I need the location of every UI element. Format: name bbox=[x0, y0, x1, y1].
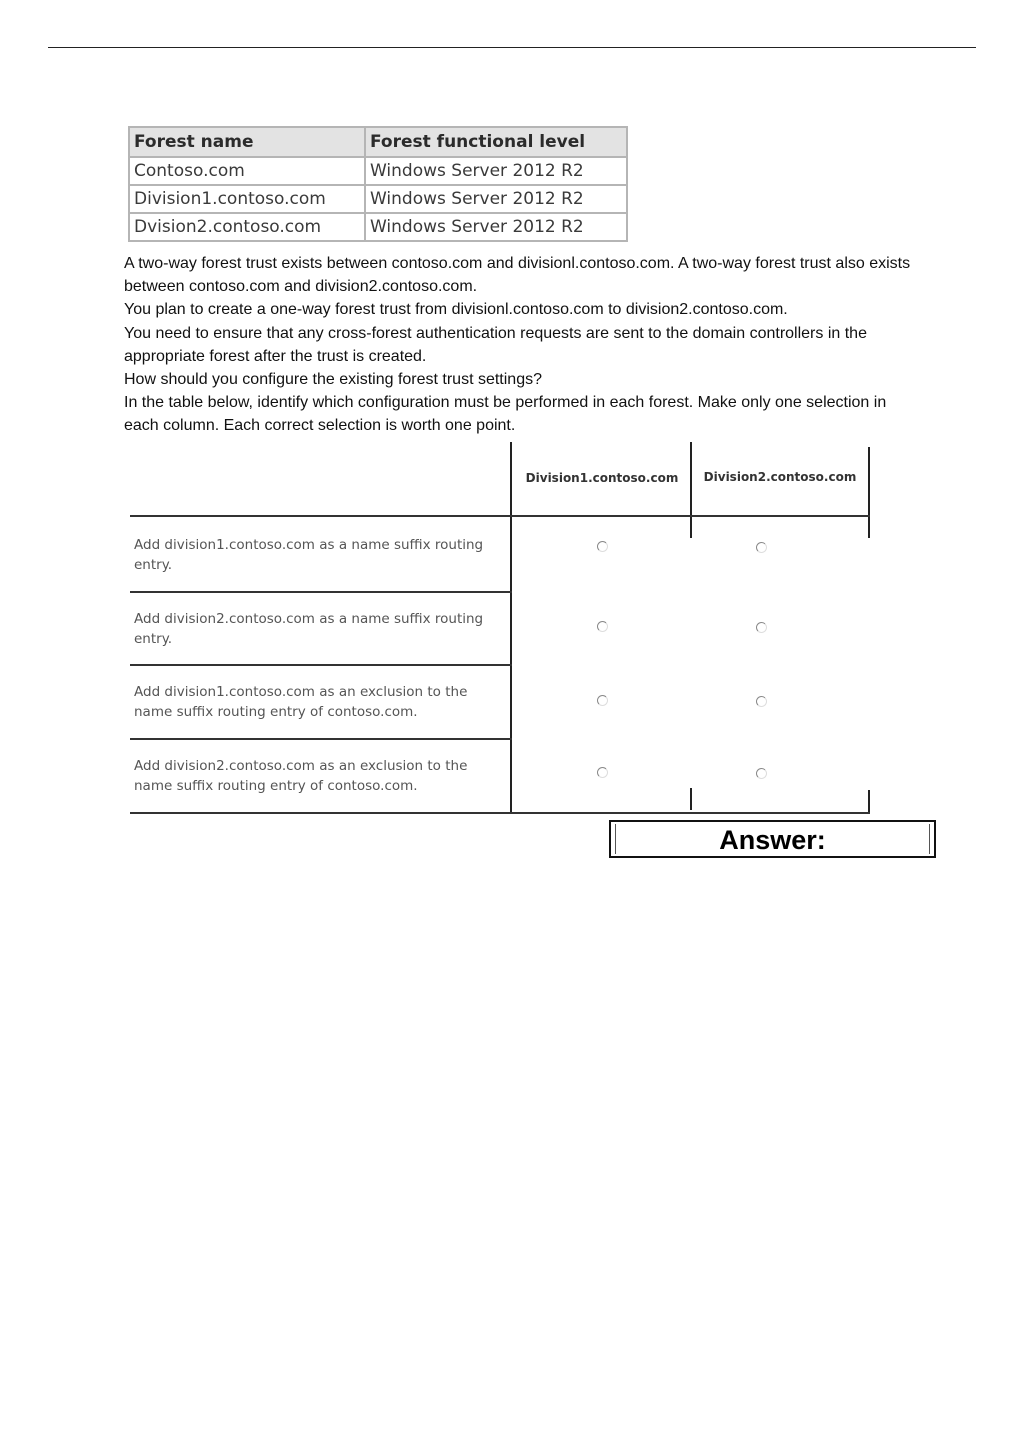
row-label: Add division1.contoso.com as a name suffix routing entry. bbox=[134, 537, 484, 573]
column-header-division1: Division1.contoso.com bbox=[525, 471, 679, 485]
grid-divider bbox=[868, 790, 870, 814]
answer-box bbox=[609, 820, 936, 858]
question-paragraph: A two-way forest trust exists between contoso.com and divisionl.contoso.com. A two-way forest trust also exists between contoso.com and division2.contoso.com. bbox=[124, 255, 911, 296]
forest-name-header: Forest name bbox=[129, 127, 365, 157]
table-row bbox=[129, 157, 627, 185]
forest-table bbox=[128, 126, 628, 242]
grid-divider bbox=[690, 442, 692, 538]
radio-row2-division2[interactable] bbox=[756, 622, 767, 633]
forest-table-header-row bbox=[129, 127, 627, 157]
grid-rule bbox=[130, 515, 870, 517]
grid-divider bbox=[690, 788, 692, 810]
table-row bbox=[129, 185, 627, 213]
grid-divider bbox=[868, 447, 870, 538]
radio-row1-division2[interactable] bbox=[756, 542, 767, 553]
radio-row2-division1[interactable] bbox=[597, 621, 608, 632]
radio-row4-division1[interactable] bbox=[597, 767, 608, 778]
grid-divider bbox=[510, 442, 512, 814]
radio-row3-division2[interactable] bbox=[756, 696, 767, 707]
answer-label: Answer: bbox=[719, 825, 826, 855]
forest-level-cell: Windows Server 2012 R2 bbox=[365, 157, 627, 185]
radio-row4-division2[interactable] bbox=[756, 768, 767, 779]
forest-level-cell: Windows Server 2012 R2 bbox=[365, 185, 627, 213]
selection-grid bbox=[130, 442, 875, 818]
question-paragraph: You plan to create a one-way forest trust from divisionl.contoso.com to division2.contoso.com. bbox=[124, 301, 788, 319]
grid-rule bbox=[130, 664, 512, 666]
grid-rule bbox=[130, 738, 512, 740]
table-row bbox=[129, 213, 627, 241]
question-paragraph: How should you configure the existing forest trust settings? bbox=[124, 371, 542, 389]
radio-row1-division1[interactable] bbox=[597, 541, 608, 552]
grid-rule bbox=[130, 812, 870, 814]
grid-rule bbox=[130, 591, 512, 593]
question-paragraph: In the table below, identify which configuration must be performed in each forest. Make only one selection in each column. Each correct selection is worth one point. bbox=[124, 394, 887, 435]
header-rule bbox=[48, 47, 976, 48]
row-label: Add division2.contoso.com as a name suffix routing entry. bbox=[134, 611, 484, 647]
forest-name-cell: Division1.contoso.com bbox=[129, 185, 365, 213]
row-label: Add division1.contoso.com as an exclusion to the name suffix routing entry of contoso.com. bbox=[134, 684, 468, 720]
row-label: Add division2.contoso.com as an exclusion to the name suffix routing entry of contoso.com. bbox=[134, 758, 468, 794]
radio-row3-division1[interactable] bbox=[597, 695, 608, 706]
question-paragraph: You need to ensure that any cross-forest authentication requests are sent to the domain controllers in the appropriate forest after the trust is created. bbox=[124, 324, 867, 365]
forest-name-cell: Dvision2.contoso.com bbox=[129, 213, 365, 241]
column-header-division2: Division2.contoso.com bbox=[703, 470, 857, 484]
question-text bbox=[124, 252, 924, 438]
forest-name-cell: Contoso.com bbox=[129, 157, 365, 185]
forest-level-header: Forest functional level bbox=[365, 127, 627, 157]
forest-level-cell: Windows Server 2012 R2 bbox=[365, 213, 627, 241]
